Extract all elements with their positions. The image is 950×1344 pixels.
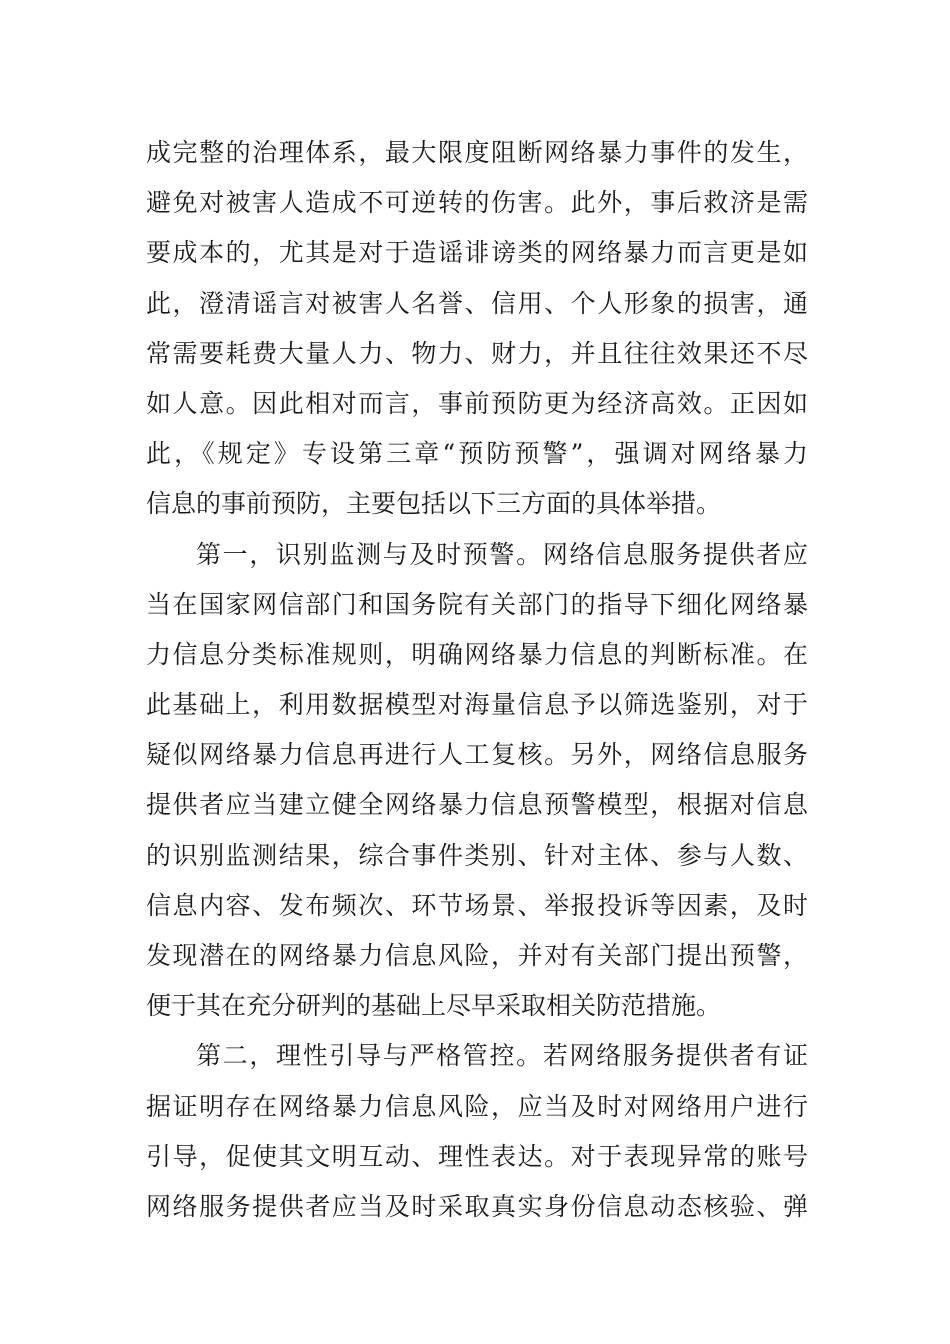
paragraph-first-line: 第一，识别监测与及时预警。网络信息服务提供者应 [196,539,808,569]
text-line: 如人意。因此相对而言，事前预防更为经济高效。正因如 [146,388,808,418]
text-line: 当在国家网信部门和国务院有关部门的指导下细化网络暴 [146,589,808,619]
text-line: 避免对被害人造成不可逆转的伤害。此外，事后救济是需 [146,188,808,218]
text-line: 此，《规定》专设第三章“预防预警”，强调对网络暴力 [146,439,808,469]
paragraph-first-line: 第二，理性引导与严格管控。若网络服务提供者有证 [196,1041,808,1071]
text-line: 的识别监测结果，综合事件类别、针对主体、参与人数、 [146,840,808,870]
text-line: 疑似网络暴力信息再进行人工复核。另外，网络信息服务 [146,740,808,770]
text-line: 据证明存在网络暴力信息风险，应当及时对网络用户进行 [146,1091,808,1121]
text-line: 此，澄清谣言对被害人名誉、信用、个人形象的损害，通 [146,288,808,318]
text-line: 力信息分类标准规则，明确网络暴力信息的判断标准。在 [146,639,808,669]
text-line: 信息内容、发布频次、环节场景、举报投诉等因素，及时 [146,890,808,920]
text-line: 引导，促使其文明互动、理性表达。对于表现异常的账号 [146,1141,808,1171]
text-line: 要成本的，尤其是对于造谣诽谤类的网络暴力而言更是如 [146,238,808,268]
text-line: 发现潜在的网络暴力信息风险，并对有关部门提出预警， [146,941,808,970]
document-page [146,128,808,1232]
text-line: 网络服务提供者应当及时采取真实身份信息动态核验、弹 [146,1191,808,1221]
text-line: 成完整的治理体系，最大限度阻断网络暴力事件的发生， [146,138,808,167]
text-line: 便于其在充分研判的基础上尽早采取相关防范措施。 [146,991,722,1021]
text-line: 常需要耗费大量人力、物力、财力，并且往往效果还不尽 [146,338,808,368]
text-line: 提供者应当建立健全网络暴力信息预警模型，根据对信息 [146,790,808,820]
text-line: 此基础上，利用数据模型对海量信息予以筛选鉴别，对于 [146,690,808,720]
text-line: 信息的事前预防，主要包括以下三方面的具体举措。 [146,489,722,519]
